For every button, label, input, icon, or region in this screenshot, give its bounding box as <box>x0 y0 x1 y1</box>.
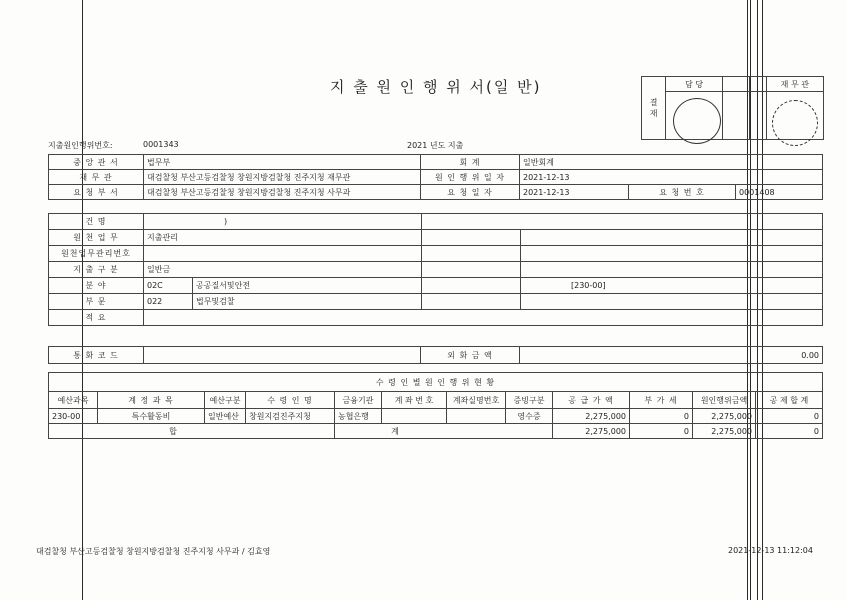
column-header: 계 좌 번 호 <box>382 392 447 409</box>
column-header: 부 가 세 <box>630 392 693 409</box>
value-cell: 대검찰청 부산고등검찰청 창원지방검찰청 진주지청 사무과 <box>144 185 421 200</box>
label-cell: 요 청 번 호 <box>629 185 736 200</box>
recipient-table <box>48 372 823 439</box>
footer-org: 대검찰청 부산고등검찰청 창원지방검찰청 진주지청 사무과 / 김효영 <box>36 547 271 556</box>
supply-amount: 2,275,000 <box>553 409 630 424</box>
label-cell: 재 무 관 <box>49 170 144 185</box>
account-number <box>382 409 447 424</box>
seal-stamp-empty <box>772 100 818 146</box>
column-header: 계 정 과 목 <box>98 392 205 409</box>
label-cell: 건 명 <box>49 214 144 230</box>
total-deduction: 0 <box>756 424 823 439</box>
column-header: 계좌실명번호 <box>447 392 506 409</box>
value-cell: 법무및검찰 <box>193 294 422 310</box>
cause-amount: 2,275,000 <box>693 409 756 424</box>
evidence-type: 영수증 <box>506 409 553 424</box>
deduction-total: 0 <box>756 409 823 424</box>
label-cell: 지 출 구 분 <box>49 262 144 278</box>
label-cell: 중 앙 관 서 <box>49 155 144 170</box>
total-row <box>49 424 823 439</box>
code-cell: 022 <box>144 294 193 310</box>
label-cell: 통 화 코 드 <box>49 347 144 364</box>
label-cell: 적 요 <box>49 310 144 326</box>
column-header: 공 제 합 계 <box>756 392 823 409</box>
column-header: 원인행위금액 <box>693 392 756 409</box>
seal-stamp <box>673 98 721 144</box>
value-cell: 지출관리 <box>144 230 422 246</box>
total-label: 합 <box>49 424 335 439</box>
label-cell: 분 야 <box>49 278 144 294</box>
budget-type: 일반예산 <box>205 409 246 424</box>
column-header: 예산구분 <box>205 392 246 409</box>
label-cell: 회 계 <box>421 155 520 170</box>
section-title: 수 령 인 별 원 인 행 위 현 황 <box>49 373 823 392</box>
account-item: 특수활동비 <box>98 409 205 424</box>
doc-number-label: 지출원인행위번호: <box>48 141 113 150</box>
label-cell: 요 청 일 자 <box>421 185 520 200</box>
doc-number: 0001343 <box>143 140 179 149</box>
total-supply: 2,275,000 <box>553 424 630 439</box>
document-title: 지 출 원 인 행 위 서(일 반) <box>330 78 542 96</box>
column-header: 수 령 인 명 <box>246 392 335 409</box>
value-cell <box>144 246 422 262</box>
column-header: 공 급 가 액 <box>553 392 630 409</box>
value-cell: 일반회계 <box>520 155 823 170</box>
total-label: 계 <box>335 424 553 439</box>
detail-table <box>48 213 823 326</box>
value-cell: 대검찰청 부산고등검찰청 창원지방검찰청 진주지청 재무관 <box>144 170 421 185</box>
value-cell: 법무부 <box>144 155 421 170</box>
column-header: 예산과목 <box>49 392 98 409</box>
total-amount: 2,275,000 <box>693 424 756 439</box>
total-vat: 0 <box>630 424 693 439</box>
value-cell: 0.00 <box>520 347 823 364</box>
bank-name: 농협은행 <box>335 409 382 424</box>
budget-code: 230-00 <box>49 409 98 424</box>
code-cell: 02C <box>144 278 193 294</box>
label-cell: 원 천 업 무 <box>49 230 144 246</box>
label-cell: 외 화 금 액 <box>421 347 520 364</box>
approval-jaemu: 재 무 관 <box>766 77 823 92</box>
value-cell: ) <box>144 214 422 230</box>
value-cell: 일반금 <box>144 262 422 278</box>
vat-amount: 0 <box>630 409 693 424</box>
table-row <box>49 409 823 424</box>
footer-datetime: 2021-12-13 11:12:04 <box>728 546 813 555</box>
column-header: 증빙구분 <box>506 392 553 409</box>
header-table <box>48 154 823 200</box>
value-cell: 2021-12-13 <box>520 185 629 200</box>
code-cell: [230-00] <box>521 278 823 294</box>
column-header: 금융기관 <box>335 392 382 409</box>
label-cell: 원 인 행 위 일 자 <box>421 170 520 185</box>
currency-table <box>48 346 823 364</box>
fiscal-year: 2021 년도 지출 <box>407 141 464 150</box>
value-cell: 0001408 <box>736 185 823 200</box>
approval-label: 결 재 <box>642 77 666 140</box>
label-cell: 부 문 <box>49 294 144 310</box>
value-cell <box>144 310 823 326</box>
label-cell: 원천업무관리번호 <box>49 246 144 262</box>
value-cell: 2021-12-13 <box>520 170 823 185</box>
value-cell: 공공질서및안전 <box>193 278 422 294</box>
account-holder-id <box>447 409 506 424</box>
label-cell: 요 청 부 서 <box>49 185 144 200</box>
recipient-name: 창원지검진주지청 <box>246 409 335 424</box>
approval-damdang: 담 당 <box>666 77 723 92</box>
